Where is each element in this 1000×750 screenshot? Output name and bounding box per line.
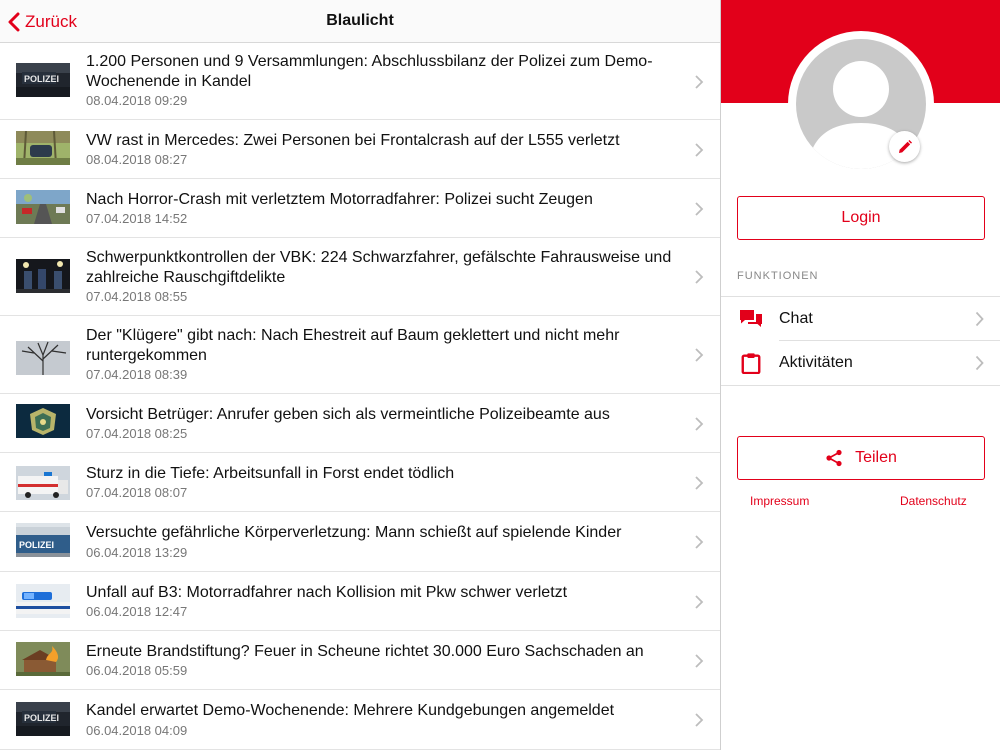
article-row[interactable]	[0, 512, 720, 572]
article-date: 08.04.2018 08:27	[86, 152, 188, 167]
article-date: 06.04.2018 12:47	[86, 604, 188, 619]
article-date: 08.04.2018 09:29	[86, 93, 188, 108]
article-thumbnail	[16, 642, 70, 676]
article-date: 06.04.2018 13:29	[86, 545, 188, 560]
article-date: 07.04.2018 14:52	[86, 211, 188, 226]
article-date: 07.04.2018 08:25	[86, 426, 188, 441]
edit-profile-button[interactable]	[889, 131, 920, 162]
article-date: 07.04.2018 08:55	[86, 289, 188, 304]
chevron-right-icon	[694, 594, 704, 610]
chevron-right-icon	[694, 347, 704, 363]
article-thumbnail	[16, 523, 70, 557]
chevron-right-icon	[694, 416, 704, 432]
chevron-right-icon	[694, 653, 704, 669]
article-row[interactable]	[0, 316, 720, 394]
share-button[interactable]	[737, 436, 985, 480]
article-title: Kandel erwartet Demo-Wochenende: Mehrere Kundgebungen angemeldet	[86, 702, 615, 719]
article-thumbnail	[16, 584, 70, 618]
article-row[interactable]	[0, 394, 720, 453]
chevron-right-icon	[975, 355, 984, 371]
menu-item-label: Chat	[779, 310, 813, 327]
page-title: Blaulicht	[326, 12, 394, 29]
divider	[721, 385, 1000, 386]
svg-text:POLIZEI: POLIZEI	[19, 540, 55, 550]
chevron-right-icon	[694, 712, 704, 728]
chat-icon	[739, 308, 763, 330]
article-thumbnail	[16, 63, 70, 97]
chevron-right-icon	[694, 269, 704, 285]
article-title: Unfall auf B3: Motorradfahrer nach Kollision mit Pkw schwer verletzt	[86, 584, 568, 601]
article-row[interactable]	[0, 690, 720, 750]
navigation-bar	[0, 0, 720, 43]
article-title: Versuchte gefährliche Körperverletzung: Mann schießt auf spielende Kinder	[86, 524, 622, 541]
article-title: Nach Horror-Crash mit verletztem Motorradfahrer: Polizei sucht Zeugen	[86, 191, 593, 208]
article-row[interactable]	[0, 43, 720, 120]
login-button[interactable]	[737, 196, 985, 240]
article-row[interactable]	[0, 631, 720, 690]
article-thumbnail	[16, 466, 70, 500]
menu-item-aktivitaeten[interactable]	[721, 341, 1000, 385]
share-icon	[825, 449, 843, 467]
article-date: 07.04.2018 08:39	[86, 367, 188, 382]
chevron-right-icon	[694, 142, 704, 158]
back-label: Zurück	[25, 12, 77, 31]
article-thumbnail	[16, 702, 70, 736]
share-label: Teilen	[855, 449, 897, 466]
article-row[interactable]	[0, 238, 720, 316]
article-title: Erneute Brandstiftung? Feuer in Scheune richtet 30.000 Euro Sachschaden an	[86, 643, 644, 660]
menu-item-label: Aktivitäten	[779, 354, 853, 371]
article-row[interactable]	[0, 453, 720, 512]
article-title: Vorsicht Betrüger: Anrufer geben sich als vermeintliche Polizeibeamte aus	[86, 406, 610, 423]
article-title: 1.200 Personen und 9 Versammlungen: Abschlussbilanz der Polizei zum Demo-Wochenende in Kandel	[86, 53, 653, 90]
svg-text:POLIZEI: POLIZEI	[24, 713, 60, 723]
article-date: 06.04.2018 05:59	[86, 663, 188, 678]
article-thumbnail	[16, 259, 70, 293]
svg-text:POLIZEI: POLIZEI	[24, 74, 60, 84]
datenschutz-link[interactable]: Datenschutz	[900, 494, 967, 508]
chevron-right-icon	[694, 475, 704, 491]
article-thumbnail	[16, 131, 70, 165]
sidebar-pane	[720, 0, 1000, 750]
chevron-right-icon	[694, 534, 704, 550]
article-title: VW rast in Mercedes: Zwei Personen bei Frontalcrash auf der L555 verletzt	[86, 132, 620, 149]
impressum-link[interactable]: Impressum	[750, 494, 810, 508]
article-thumbnail	[16, 190, 70, 224]
section-label-funktionen: FUNKTIONEN	[737, 270, 819, 282]
article-title: Sturz in die Tiefe: Arbeitsunfall in Forst endet tödlich	[86, 465, 455, 482]
chevron-right-icon	[975, 311, 984, 327]
chevron-right-icon	[694, 74, 704, 90]
chevron-right-icon	[694, 201, 704, 217]
article-date: 07.04.2018 08:07	[86, 485, 188, 500]
article-title: Schwerpunktkontrollen der VBK: 224 Schwarzfahrer, gefälschte Fahrausweise und zahlreiche Rauschgiftdelikte	[86, 249, 672, 286]
article-row[interactable]	[0, 120, 720, 179]
article-thumbnail	[16, 341, 70, 375]
article-thumbnail	[16, 404, 70, 438]
article-date: 06.04.2018 04:09	[86, 723, 188, 738]
article-row[interactable]	[0, 572, 720, 631]
article-row[interactable]	[0, 179, 720, 238]
clipboard-icon	[739, 352, 763, 374]
article-title: Der "Klügere" gibt nach: Nach Ehestreit auf Baum geklettert und nicht mehr runtergekommen	[86, 327, 620, 364]
pencil-icon	[897, 139, 913, 155]
menu-item-chat[interactable]	[721, 297, 1000, 341]
login-label: Login	[841, 209, 881, 226]
